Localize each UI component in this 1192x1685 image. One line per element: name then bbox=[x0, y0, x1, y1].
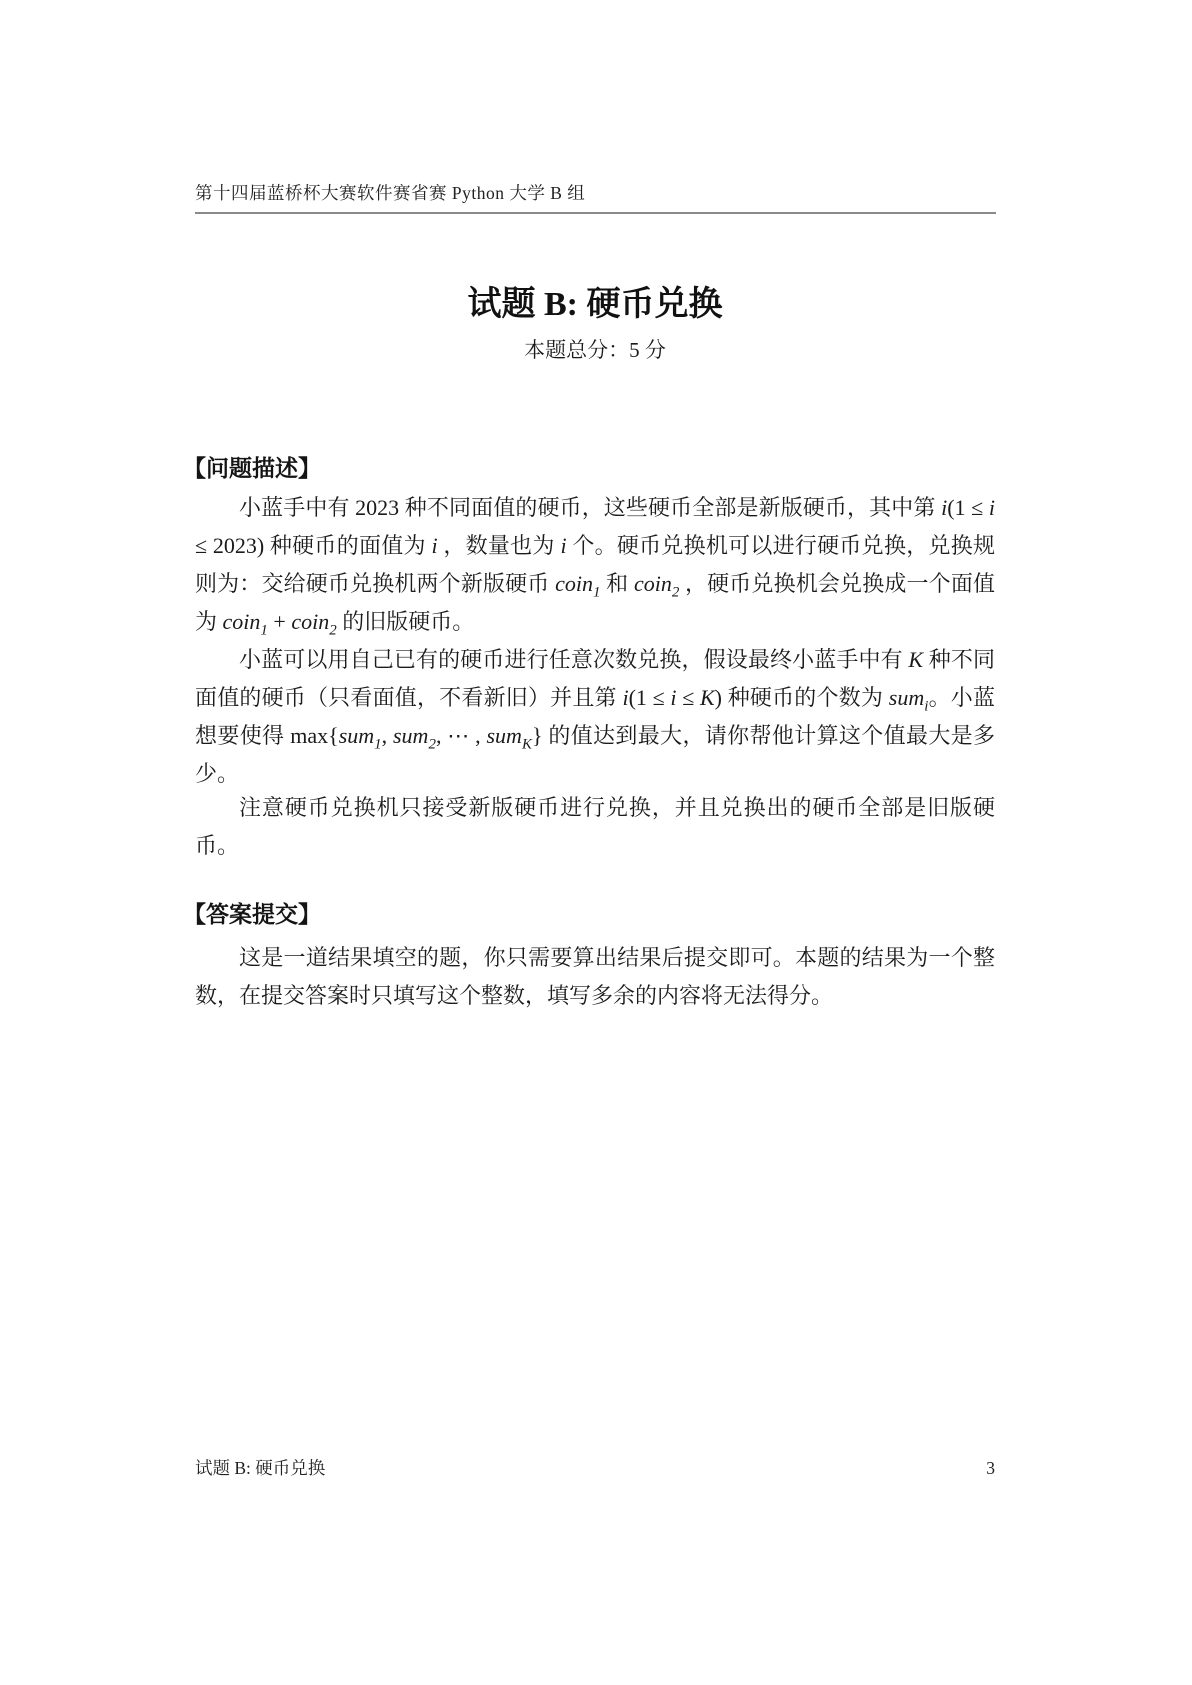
doc-subtitle: 本题总分：5 分 bbox=[524, 338, 666, 362]
section-heading-problem-description: 【问题描述】 bbox=[183, 455, 321, 481]
page-footer bbox=[195, 1455, 995, 1480]
problem-paragraph-3: 注意硬币兑换机只接受新版硬币进行兑换，并且兑换出的硬币全部是旧版硬币。 bbox=[195, 795, 995, 858]
running-header: 第十四届蓝桥杯大赛软件赛省赛 Python 大学 B 组 bbox=[195, 183, 586, 203]
problem-paragraph-1: 小蓝手中有 2023 种不同面值的硬币，这些硬币全部是新版硬币，其中第 i(1 ≤ i ≤ 2023) 种硬币的面值为 i ，数量也为 i 个。硬币兑换机可以进行硬币兑换，兑换规则为：交给硬币兑换机两个新版硬币 coin$_1$ 和 coin$_2$ ，硬币兑换机会兑换成一个面值为 coin$_1$ + coin$_2$ 的旧版硬币。 bbox=[195, 495, 995, 639]
footer-title: 试题 B: 硬币兑换 bbox=[195, 1458, 326, 1478]
answer-paragraph: 这是一道结果填空的题，你只需要算出结果后提交即可。本题的结果为一个整数，在提交答案时只填写这个整数，填写多余的内容将无法得分。 bbox=[195, 945, 995, 1008]
problem-paragraph-2: 小蓝可以用自己已有的硬币进行任意次数兑换，假设最终小蓝手中有 K 种不同面值的硬币（只看面值，不看新旧）并且第 i(1 ≤ i ≤ K) 种硬币的个数为 sum$_i$。小蓝想要使得 max{sum$_1$, sum$_2$, ⋯ , sum$_K$} 的值达到最大，请你帮他计算这个值最大是多少。 bbox=[195, 647, 996, 786]
page-number: 3 bbox=[986, 1458, 995, 1478]
section-heading-answer-submission: 【答案提交】 bbox=[183, 901, 321, 927]
page-title: 试题 B: 硬币兑换 bbox=[467, 286, 723, 323]
header-rule bbox=[195, 212, 996, 214]
